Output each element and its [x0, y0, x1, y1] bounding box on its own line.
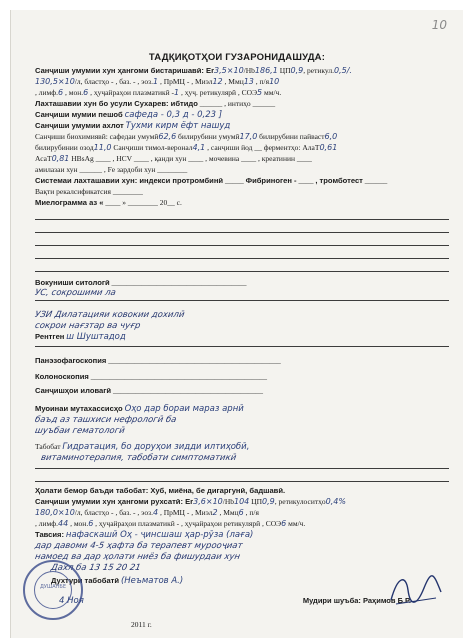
- ultrasound-handwriting: УЗИ Дилатацияи ковокии дохилӣ: [34, 310, 186, 320]
- hcv-label: , HCV: [112, 154, 132, 163]
- discharge-prmc-label: , ПрМЦ -: [159, 508, 190, 517]
- urea-label: , мочевина: [205, 154, 240, 163]
- biochem-row-2: билирубинии озод11,0 Санҷиши тимол-веронал4,1 , санҷиши йод __ ферментҳо: АлаТ0,61: [35, 143, 338, 152]
- alt-value: 0,61: [319, 143, 338, 152]
- ultrasound-handwriting-2: сокрои нағзтар ва чуғр: [34, 321, 142, 331]
- plasma-value: 1: [174, 88, 180, 97]
- blank-rule: [35, 258, 449, 259]
- consult-handwriting-3: шуъбаи гематологӣ: [34, 426, 126, 436]
- hb-label: /Hb: [243, 66, 255, 75]
- discharge-date: 4 Ноя: [59, 596, 84, 606]
- bili-direct-label: билирубини пайваст: [259, 132, 325, 141]
- urine-value: сафеда - 0,3 д - 0,23 ]: [124, 110, 223, 120]
- discharge-eos-label: , эоз.: [137, 508, 153, 517]
- discharge-blasts-label: /л, бластҳо -: [74, 508, 114, 517]
- discharge-esr-unit: мм/ч.: [288, 519, 306, 528]
- recalc-row: Вақти рекалсификатсия ________: [35, 187, 143, 196]
- cbc-discharge-row-2: [35, 508, 453, 517]
- serum-fe-label: , Fe зардоби хун: [103, 165, 156, 174]
- thrombotest-label: , тромботест: [315, 176, 363, 185]
- creatinine-label: , креатинин: [257, 154, 295, 163]
- discharge-plasma-label: , ҳуҷайраҳои плазматикӣ -: [95, 519, 180, 528]
- myelogram-year: 20: [159, 198, 168, 207]
- cp-label: ЦП: [279, 66, 291, 75]
- discharge-esr-label: , СОЭ: [261, 519, 282, 528]
- discharge-cp-value: 0,9: [262, 497, 275, 506]
- treatment-row: [35, 442, 453, 452]
- esr-value: 5: [257, 88, 263, 97]
- recalc-label: Вақти рекалсификатсия: [35, 187, 111, 196]
- er-value: 3,5×10: [214, 66, 244, 75]
- discharge-band-label: , п/я: [245, 508, 259, 517]
- discharge-er-value: 3,6×10: [193, 497, 223, 506]
- discharge-esr-value: 6: [281, 519, 287, 528]
- cbc-admission-row-1: [35, 66, 453, 75]
- coag-system-label: Системаи лахташавии хун: индекси протромбинӣ: [35, 176, 224, 185]
- signature: [386, 570, 446, 610]
- glucose-label: , қанди хун: [150, 154, 187, 163]
- urine-label: Санҷиши мумии пешоб: [35, 110, 123, 119]
- cbc-admission-row-3: [35, 88, 453, 97]
- eos-label: , эоз.: [137, 77, 153, 86]
- discharge-baso-label: , баз. -: [115, 508, 136, 517]
- discharge-leuk-value: 180,0×10: [35, 508, 75, 517]
- consult-value: Оҳо дар бораи мараз арнӣ: [124, 404, 244, 414]
- retic-cells-label: , ҳуҷ. ретикулярӣ: [180, 88, 237, 97]
- leuk-value: 130,5×10: [35, 77, 75, 86]
- amylase-label: амилазаи хун: [35, 165, 78, 174]
- xray-value: ш Шуштадод: [66, 332, 126, 342]
- protein-value: 62,6: [158, 132, 177, 141]
- discharge-lymph-value: 44: [58, 519, 69, 528]
- discharge-state-row: [35, 486, 453, 495]
- sukharev-label: Лахташавии хун бо усули Сухарев: ибтидо: [35, 99, 198, 108]
- doctor-name: (Неъматов А.): [120, 576, 184, 586]
- mono-label: , мон.: [64, 88, 84, 97]
- cbc-discharge-row-1: [35, 497, 453, 506]
- discharge-lymph-label: , лимф.: [35, 519, 58, 528]
- mmc-label: , Ммц: [224, 77, 244, 86]
- discharge-retic-cells-label: , ҳуҷайраҳои ретикулярӣ: [180, 519, 261, 528]
- discharge-mmc-label: , Ммц: [219, 508, 239, 517]
- cytology-handwriting: УС, сокрошими ла: [34, 288, 117, 298]
- blasts-label: /л, бластҳо -: [74, 77, 114, 86]
- advice-label: Тавсия:: [35, 530, 65, 539]
- xray-label: Рентген: [35, 332, 65, 341]
- discharge-hb-value: 104: [234, 497, 250, 506]
- page-number: 10: [431, 18, 447, 32]
- myel-label: , Миэл: [191, 77, 213, 86]
- myelogram-label: Миелограмма аз «: [35, 198, 104, 207]
- mmc-value: 13: [243, 77, 254, 86]
- blank-rule: [35, 219, 449, 220]
- consult-handwriting-2: баъд аз ташхиси нефрологӣ ба: [34, 415, 178, 425]
- retic-value: 0,5/.: [333, 66, 352, 75]
- prmc-label: , ПрМЦ -: [159, 77, 190, 86]
- discharge-hb-label: /Hb: [222, 497, 234, 506]
- coag-system-row: Системаи лахташавии хун: индекси протромбинӣ _____ Фибриноген - ____ , тромботест ______: [35, 176, 388, 185]
- cbc-admission-row-2: [35, 77, 453, 86]
- bili-direct-value: 6,0: [324, 132, 338, 141]
- mono-value: 6: [83, 88, 89, 97]
- discharge-mono-label: , мон.: [70, 519, 89, 528]
- cytology-label: Вокуниши ситологӣ: [35, 278, 110, 287]
- fibrinogen-label: Фибриноген -: [245, 176, 297, 185]
- cp-value: 0,9: [290, 66, 304, 75]
- blank-rule: [35, 271, 449, 272]
- stool-label: Санҷиши умумии ахлот: [35, 121, 124, 130]
- plasma-label: , ҳуҷайраҳои плазматикӣ -: [90, 88, 175, 97]
- discharge-myel-label: , Миэл: [191, 508, 213, 517]
- discharge-retic-value: 0,4%: [325, 497, 346, 506]
- ast-label: АсаТ: [35, 154, 52, 163]
- urine-row: [35, 110, 453, 120]
- coag-sukharev-row: Лахташавии хун бо усули Сухарев: ибтидо ______ , интиҳо ______: [35, 99, 276, 108]
- stool-value: Тухми кирм ёфт нашуд: [125, 121, 231, 131]
- hb-value: 186,1: [254, 66, 278, 75]
- blank-rule: [35, 300, 449, 301]
- lymph-value: 6: [58, 88, 64, 97]
- consult-row: [35, 404, 453, 414]
- colonoscopy-row: Колоноскопия _______________________________________________: [35, 372, 267, 381]
- esr-unit: мм/ч.: [264, 88, 282, 97]
- cytology-row: Вокуниши ситологӣ ____________________________________: [35, 278, 247, 287]
- biochem-row-3: АсаТ0,81 HBsAg ____ , HCV ____ , қанди хун ____ , мочевина ____ , креатинин ____: [35, 154, 312, 163]
- additional-tests-row: Санҷишҳои иловагӣ ________________________________________: [35, 386, 263, 395]
- panendoscopy-row: Панэзофагоскопия ______________________________________________: [35, 356, 281, 365]
- lymph-label: , лимф.: [35, 88, 58, 97]
- department-head: Мудири шуъба: Раҳимов Б.Р.: [302, 596, 411, 605]
- iodine-label: , санҷиши йод: [207, 143, 253, 152]
- blank-rule: [35, 245, 449, 246]
- treatment-handwriting-2: витаминотерапия, табобати симптоматикӣ: [40, 453, 237, 463]
- hbsag-label: HBsAg: [71, 154, 94, 163]
- myelogram-quote: »: [122, 198, 126, 207]
- biochem-row-4: амилазаи хун ______ , Fe зардоби хун ________: [35, 165, 188, 174]
- bili-total-label: билирубини умумӣ: [178, 132, 240, 141]
- cbc-discharge-label: Санҷиши умумии хун ҳангоми рухсатӣ: Er: [35, 497, 194, 506]
- xray-row: [35, 332, 453, 342]
- panendoscopy-label: Панэзофагоскопия: [35, 356, 107, 365]
- consult-label: Муоинаи мутахассисҳо: [35, 404, 123, 413]
- blank-rule: [35, 468, 449, 469]
- treatment-value: Гидратация, бо доруҳои зидди илтиҳобӣ,: [62, 442, 250, 452]
- cbc-discharge-row-3: [35, 519, 453, 528]
- blank-rule: [35, 232, 449, 233]
- discharge-myel-value: 2: [212, 508, 218, 517]
- discharge-retic-label: , ретикулоситҳо: [274, 497, 326, 506]
- advice-value: нафаскашӣ Оҳ - ҷинсшаш ҳар-рӯза (лаға): [65, 530, 254, 540]
- advice-handwriting-4: Дахл ба 13 15 20 21: [50, 563, 142, 573]
- blank-rule: [35, 481, 449, 482]
- official-stamp: [23, 560, 83, 620]
- retic-label: , ретикул.: [303, 66, 334, 75]
- colonoscopy-label: Колоноскопия: [35, 372, 89, 381]
- additional-tests-label: Санҷишҳои иловагӣ: [35, 386, 112, 395]
- esr-label: , СОЭ: [237, 88, 258, 97]
- band-value: 10: [269, 77, 280, 86]
- bili-free-label: билирубинии озод: [35, 143, 94, 152]
- protein-label: Санҷиши биохимиявӣ: сафедаи умумӣ: [35, 132, 159, 141]
- doctor-label: Духтури табобатӣ: [51, 576, 120, 585]
- cbc-admission-label: Санҷиши умумии хун ҳангоми бистаришавӣ: Er: [35, 66, 215, 75]
- medical-form-page: [10, 10, 463, 638]
- myelogram-row: Миелограмма аз « ____ » ________ 20__ с.: [35, 198, 182, 207]
- discharge-eos-value: 4: [152, 508, 159, 517]
- treatment-label: Табобат: [35, 442, 61, 451]
- discharge-mmc-value: 6: [238, 508, 244, 517]
- discharge-mono-value: 6: [88, 519, 94, 528]
- stool-row: [35, 121, 453, 131]
- stamp-text: ДУШАНБЕ: [39, 584, 67, 590]
- form-title: ТАДҚИҚОТҲОИ ГУЗАРОНИДАШУДА:: [148, 52, 326, 63]
- advice-handwriting-3: намоед ва дар ҳолати ниёз ба фишурдаи хун: [34, 552, 241, 562]
- biochem-row-1: [35, 132, 453, 141]
- band-label: , п/я: [255, 77, 270, 86]
- advice-handwriting-2: дар давоми 4-5 ҳафта ба терапевт мурооҷиат: [34, 541, 244, 551]
- blank-rule: [35, 346, 449, 347]
- discharge-cp-label: ЦП: [251, 497, 262, 506]
- myelogram-suffix: с.: [176, 198, 182, 207]
- ast-value: 0,81: [51, 154, 70, 163]
- myel-value: 12: [212, 77, 223, 86]
- eos-value: 1: [152, 77, 159, 86]
- discharge-state: Ҳолати бемор баъди табобат: Хуб, миёна, бе дигаргунӣ, бадшавӣ.: [35, 486, 286, 495]
- baso-label: , баз. -: [115, 77, 136, 86]
- thymol-label: Санҷиши тимол-веронал: [113, 143, 193, 152]
- bili-free-value: 11,0: [93, 143, 112, 152]
- alt-label: ферментҳо: АлаТ: [263, 143, 320, 152]
- thymol-value: 4,1: [192, 143, 206, 152]
- sukharev-end-label: , интиҳо: [224, 99, 251, 108]
- discharge-year: 2011 г.: [131, 620, 152, 629]
- advice-row: [35, 530, 453, 540]
- bili-total-value: 17,0: [239, 132, 258, 141]
